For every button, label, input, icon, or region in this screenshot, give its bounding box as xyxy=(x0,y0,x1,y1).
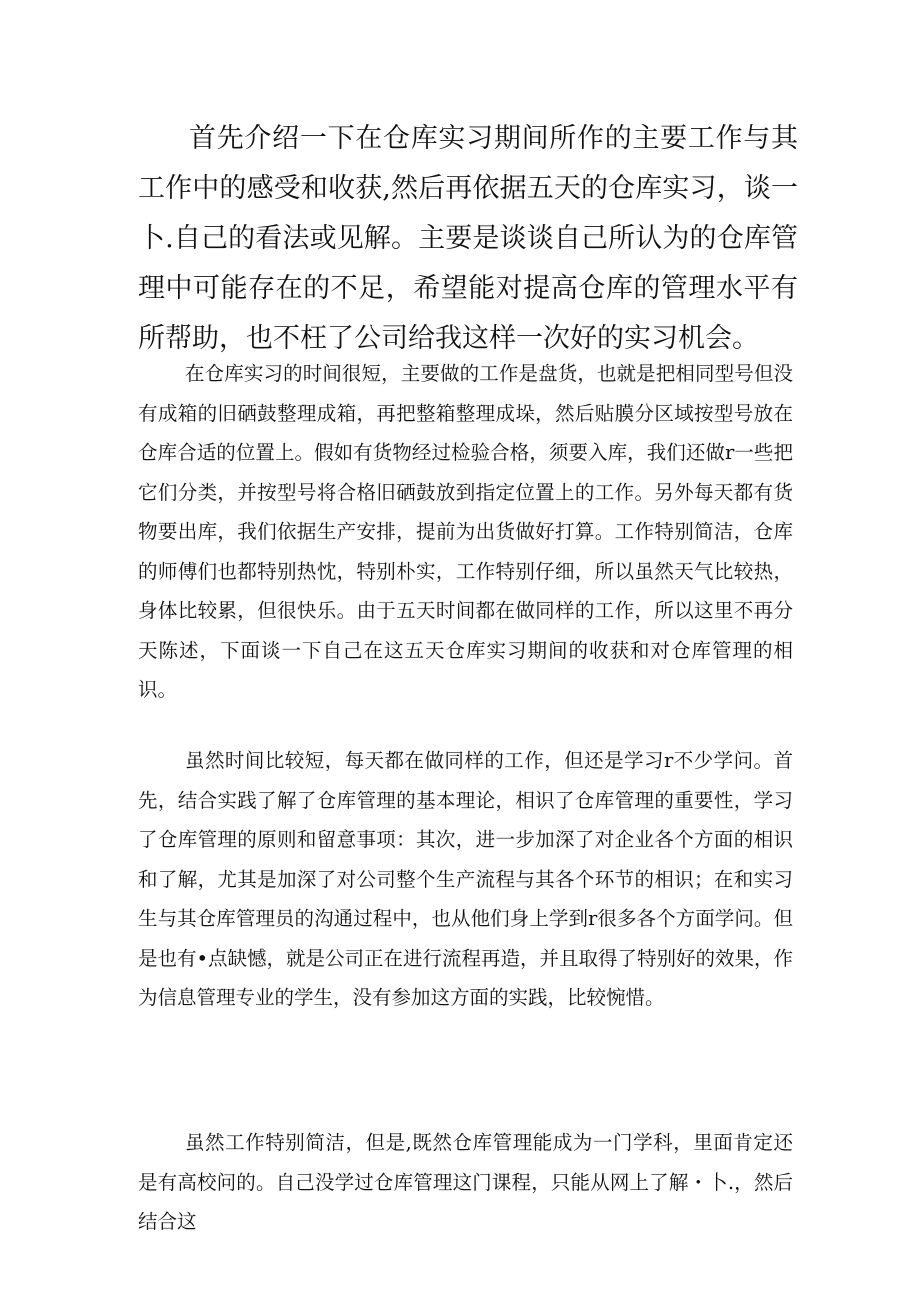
paragraph-gains: 虽然时间比较短，每天都在做同样的工作，但还是学习r不少学问。首先，结合实践了解了仓库管理的基本理论，相识了仓库管理的重要性，学习了仓库管理的原则和留意事项：其次，进一步加深了对企业各个方面的相识和了解，尤其是加深了对公司整个生产流程与其各个环节的相识；在和实习生与其仓库管理员的沟通过程中，也从他们身上学到r很多各个方面学问。但是也有•点缺憾，就是公司正在进行流程再造，并且取得了特别好的效果，作为信息管理专业的学生，没有参加这方面的实践，比较惋惜。 xyxy=(138,749,794,1009)
paragraph-reflection: 虽然工作特别简洁，但是,既然仓库管理能成为一门学科，里面肯定还是有高校问的。自己没学过仓库管理这门课程，只能从网上了解・卜.，然后结合这 xyxy=(138,1131,793,1233)
paragraph-intro: 首先介绍一下在仓库实习期间所作的主要工作与其工作中的感受和收获,然后再依据五天的仓库实习，谈一卜.自己的看法或见解。主要是谈谈自己所认为的仓库管理中可能存在的不足，希望能对提高仓库的管理水平有所帮助，也不枉了公司给我这样一次好的实习机会。 xyxy=(138,123,798,354)
paragraph-work-content: 在仓库实习的时间很短，主要做的工作是盘货，也就是把相同型号但没有成箱的旧硒鼓整理成箱，再把整箱整理成垛，然后贴膜分区域按型号放在仓库合适的位置上。假如有货物经过检验合格，须要入库，我们还做r一些把它们分类，并按型号将合格旧硒鼓放到指定位置上的工作。另外每天都有货物要出库，我们依据生产安排，提前为出货做好打算。工作特别简洁，仓库的师傅们也都特别热忱，特别朴实，工作特别仔细，所以虽然天气比较热，身体比较累，但很快乐。由于五天时间都在做同样的工作，所以这里不再分天陈述，下面谈一下自己在这五天仓库实习期间的收获和对仓库管理的相识。 xyxy=(138,362,793,701)
